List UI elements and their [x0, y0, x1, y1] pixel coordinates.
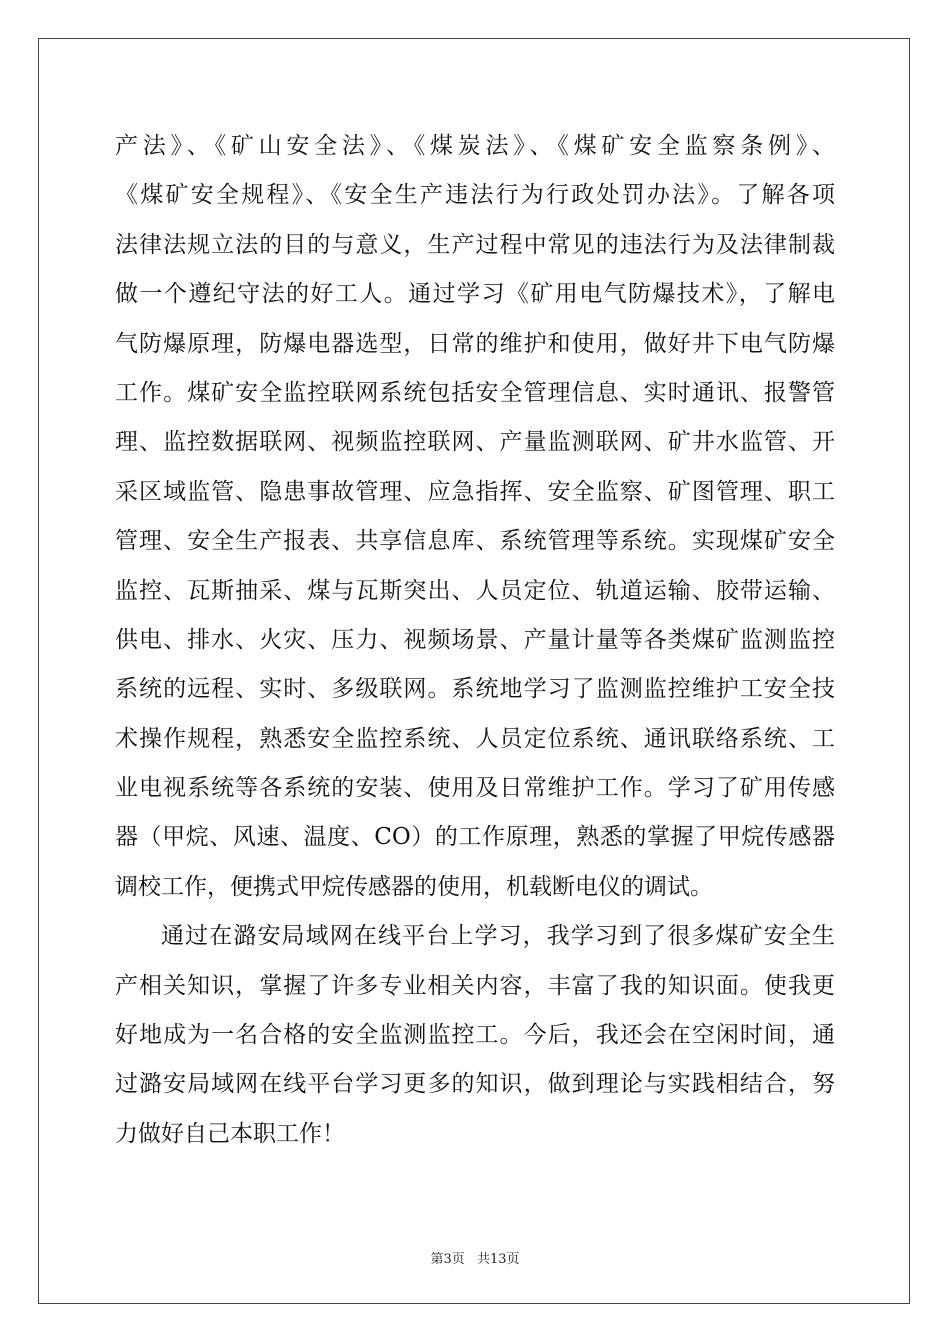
document-body: [115, 122, 835, 1159]
text-line: 法律法规立法的目的与意义，生产过程中常见的违法行为及法律制裁: [115, 231, 835, 258]
text-line: 力做好自己本职工作！: [115, 1120, 345, 1147]
text-line: 理、监控数据联网、视频监控联网、产量监测联网、矿井水监管、开: [115, 429, 835, 456]
text-line: 采区域监管、隐患事故管理、应急指挥、安全监察、矿图管理、职工: [115, 478, 835, 505]
text-line: 供电、排水、火灾、压力、视频场景、产量计量等各类煤矿监测监控: [115, 626, 835, 653]
text-line: 过潞安局域网在线平台学习更多的知识，做到理论与实践相结合，努: [115, 1071, 835, 1098]
text-line: 气防爆原理，防爆电器选型，日常的维护和使用，做好井下电气防爆: [115, 330, 835, 357]
page-footer: [0, 1248, 950, 1267]
text-line: 调校工作，便携式甲烷传感器的使用，机载断电仪的调试。: [115, 873, 713, 900]
text-line: 监控、瓦斯抽采、煤与瓦斯突出、人员定位、轨道运输、胶带运输、: [115, 577, 835, 604]
paragraph: [115, 912, 835, 1159]
text-line: 业电视系统等各系统的安装、使用及日常维护工作。学习了矿用传感: [115, 775, 835, 802]
page-number: 第3页: [430, 1252, 465, 1267]
text-line: 管理、安全生产报表、共享信息库、系统管理等系统。实现煤矿安全: [115, 528, 835, 555]
text-line: 通过在潞安局域网在线平台上学习，我学习到了很多煤矿安全生: [161, 923, 835, 950]
page-total: 共13页: [476, 1252, 520, 1267]
text-line: 系统的远程、实时、多级联网。系统地学习了监测监控维护工安全技: [115, 676, 835, 703]
text-line: 器（甲烷、风速、温度、CO）的工作原理，熟悉的掌握了甲烷传感器: [115, 824, 835, 851]
text-line: 产相关知识，掌握了许多专业相关内容，丰富了我的知识面。使我更: [115, 972, 835, 999]
text-line: 工作。煤矿安全监控联网系统包括安全管理信息、实时通讯、报警管: [115, 379, 835, 406]
paragraph: [115, 122, 835, 912]
text-line: 做一个遵纪守法的好工人。通过学习《矿用电气防爆技术》，了解电: [115, 281, 835, 308]
text-line: 产法》、《矿山安全法》、《煤炭法》、《煤矿安全监察条例》、: [115, 133, 835, 159]
text-line: 《煤矿安全规程》、《安全生产违法行为行政处罚办法》。了解各项: [115, 182, 835, 209]
text-line: 术操作规程，熟悉安全监控系统、人员定位系统、通讯联络系统、工: [115, 725, 835, 752]
text-line: 好地成为一名合格的安全监测监控工。今后，我还会在空闲时间，通: [115, 1022, 835, 1049]
